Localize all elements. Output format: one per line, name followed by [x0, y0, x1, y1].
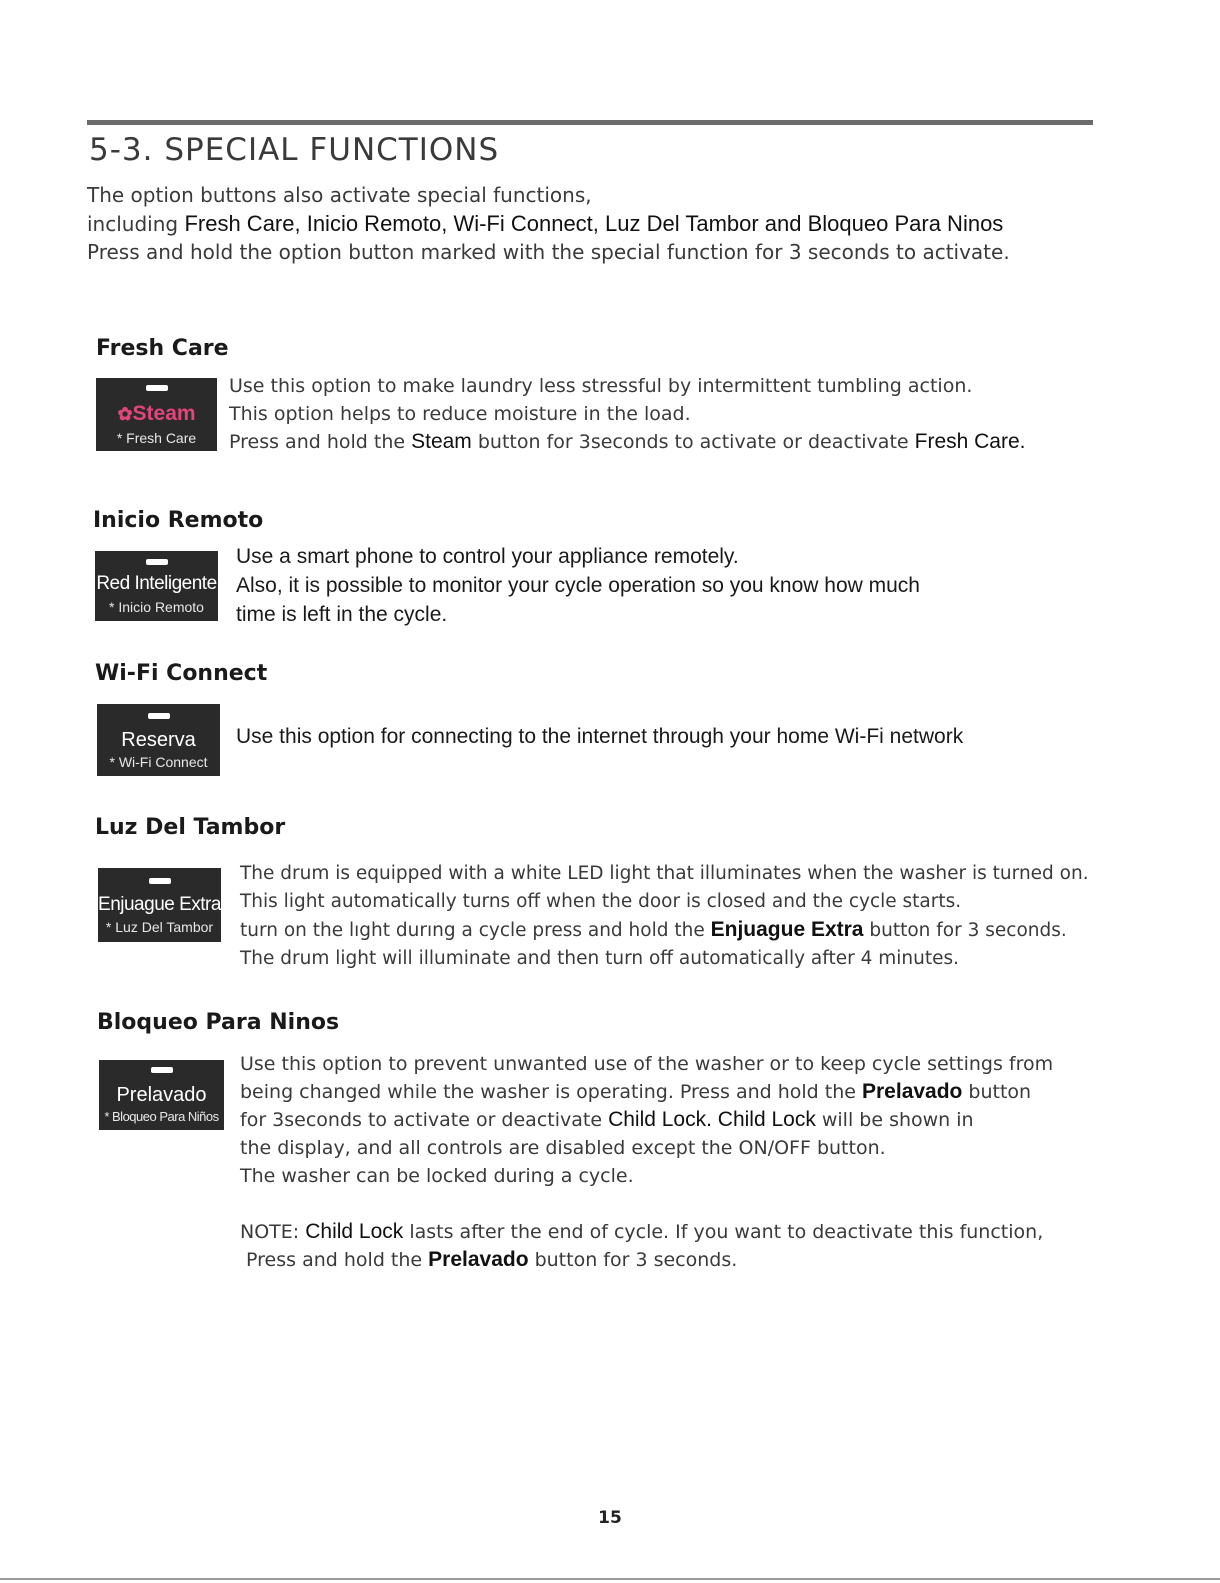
wifi-connect-heading: Wi-Fi Connect — [95, 661, 268, 686]
panel-sub-label: * Wi-Fi Connect — [109, 754, 208, 770]
intro-function-list: Fresh Care, Inicio Remoto, Wi-Fi Connect, Luz Del Tambor and Bloqueo Para Ninos — [184, 211, 1004, 236]
inicio-remoto-description: Use a smart phone to control your appliance remotely. Also, it is possible to monitor your cycle operation so you know how much time is left in the cycle. — [236, 545, 920, 626]
indicator-dash — [148, 713, 170, 719]
page-title: 5-3. SPECIAL FUNCTIONS — [89, 132, 500, 168]
fresh-care-description: Use this option to make laundry less stressful by intermittent tumbling action. This option helps to reduce moisture in the load. Press and hold the Steam button for 3seconds to activate or deactivate Fresh Care. — [229, 375, 1026, 453]
bloqueo-heading: Bloqueo Para Ninos — [97, 1010, 340, 1035]
panel-sub-label: * Inicio Remoto — [109, 599, 204, 615]
reserva-button-panel — [97, 704, 220, 776]
steam-icon: ✿ — [117, 404, 133, 424]
panel-sub-label: * Luz Del Tambor — [105, 919, 214, 935]
panel-main-label: Red Inteligente — [96, 573, 217, 594]
wifi-connect-description: Use this option for connecting to the internet through your home Wi-Fi network — [236, 725, 964, 748]
indicator-dash — [146, 385, 168, 391]
intro-line-2 — [87, 211, 1003, 237]
steam-button-panel — [96, 378, 217, 451]
indicator-dash — [146, 559, 168, 565]
panel-sub-label: * Bloqueo Para Niños — [104, 1109, 219, 1124]
indicator-dash — [149, 878, 171, 884]
intro-line-3: Press and hold the option button marked with the special function for 3 seconds to activate. — [87, 240, 1010, 264]
panel-main-label: ✿Steam — [117, 402, 196, 425]
bottom-border — [0, 1578, 1220, 1580]
intro-prefix: including — [87, 212, 179, 236]
indicator-dash — [151, 1067, 173, 1073]
luz-del-tambor-heading: Luz Del Tambor — [95, 815, 286, 840]
prelavado-button-panel — [99, 1060, 224, 1130]
intro-line-1: The option buttons also activate special functions, — [87, 183, 592, 207]
bloqueo-description: Use this option to prevent unwanted use of the washer or to keep cycle settings from being changed while the washer is operating. Press and hold the Prelavado button for 3seconds to activate or deactivate Child Lock. Child Lock will be shown in the display, and all controls are disabled except the ON/OFF button. The washer can be locked during a cycle. NOTE: Child Lock lasts after the end of cycle. If you want to deactivate this function, Press and hold the Prelavado button for 3 seconds. — [240, 1050, 1053, 1274]
panel-main-label: Reserva — [121, 729, 196, 751]
header-rule — [87, 120, 1093, 125]
panel-main-label: Enjuague Extra — [98, 894, 221, 915]
page-number: 15 — [598, 1508, 622, 1528]
inicio-remoto-heading: Inicio Remoto — [93, 508, 264, 533]
panel-main-label: Prelavado — [116, 1084, 207, 1106]
red-inteligente-button-panel — [95, 551, 218, 621]
fresh-care-heading: Fresh Care — [96, 336, 229, 361]
enjuague-extra-button-panel — [98, 868, 221, 942]
note-line-2: Press and hold the Prelavado button for 3 seconds. — [240, 1248, 738, 1271]
note-line-1: NOTE: Child Lock lasts after the end of cycle. If you want to deactivate this function, — [240, 1220, 1044, 1243]
panel-sub-label: * Fresh Care — [116, 430, 197, 446]
luz-del-tambor-description: The drum is equipped with a white LED light that illuminates when the washer is turned on. This light automatically turns off when the door is closed and the cycle starts. turn on the lıght durıng a cycle press and hold the Enjuague Extra button for 3 seconds. The drum light will illuminate and then turn off automatically after 4 minutes. — [240, 863, 1089, 969]
